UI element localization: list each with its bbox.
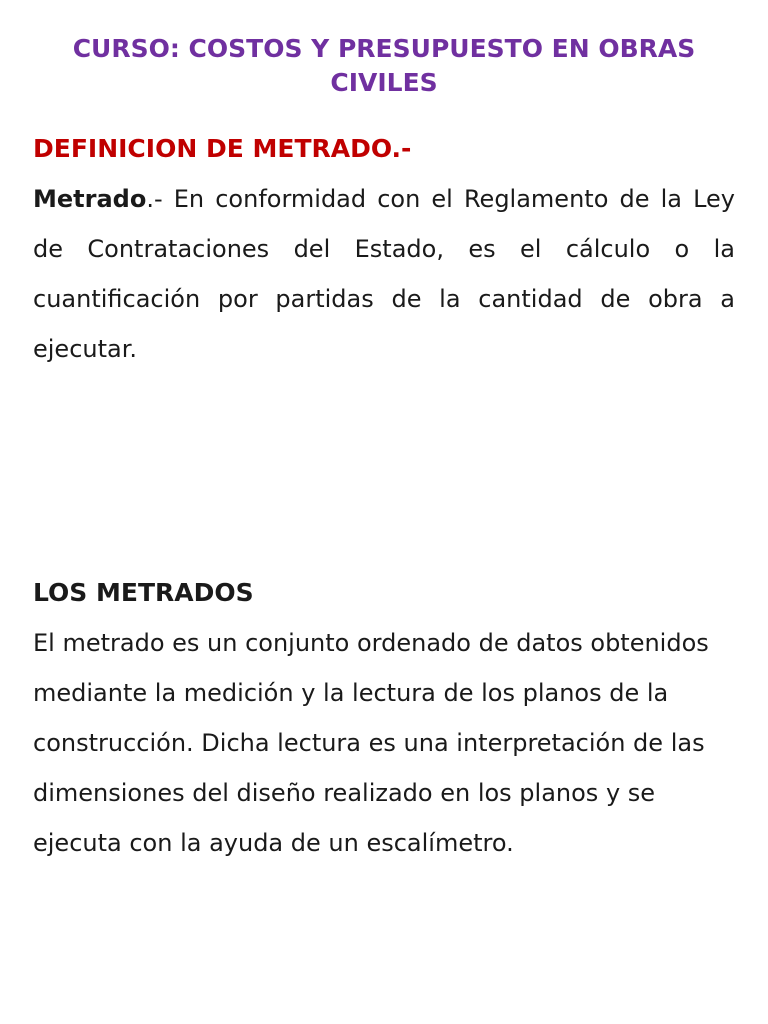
definition-body: .- En conformidad con el Reglamento de la Ley de Contrataciones del Estado, es el cálculo o la cuantificación por partidas de la cantidad de obra a ejecutar.: [33, 185, 735, 363]
definition-paragraph: [33, 174, 735, 374]
metrados-heading: LOS METRADOS: [33, 578, 254, 607]
course-title: CURSO: COSTOS Y PRESUPUESTO EN OBRAS CIVILES: [72, 34, 696, 97]
metrados-paragraph: El metrado es un conjunto ordenado de datos obtenidos mediante la medición y la lectura de los planos de la construcción. Dicha lectura es una interpretación de las dimensiones del diseño realizado en los planos y se ejecuta con la ayuda de un escalímetro.: [33, 629, 709, 857]
definition-term: Metrado: [33, 185, 147, 213]
definition-heading: DEFINICION DE METRADO.-: [33, 134, 412, 163]
